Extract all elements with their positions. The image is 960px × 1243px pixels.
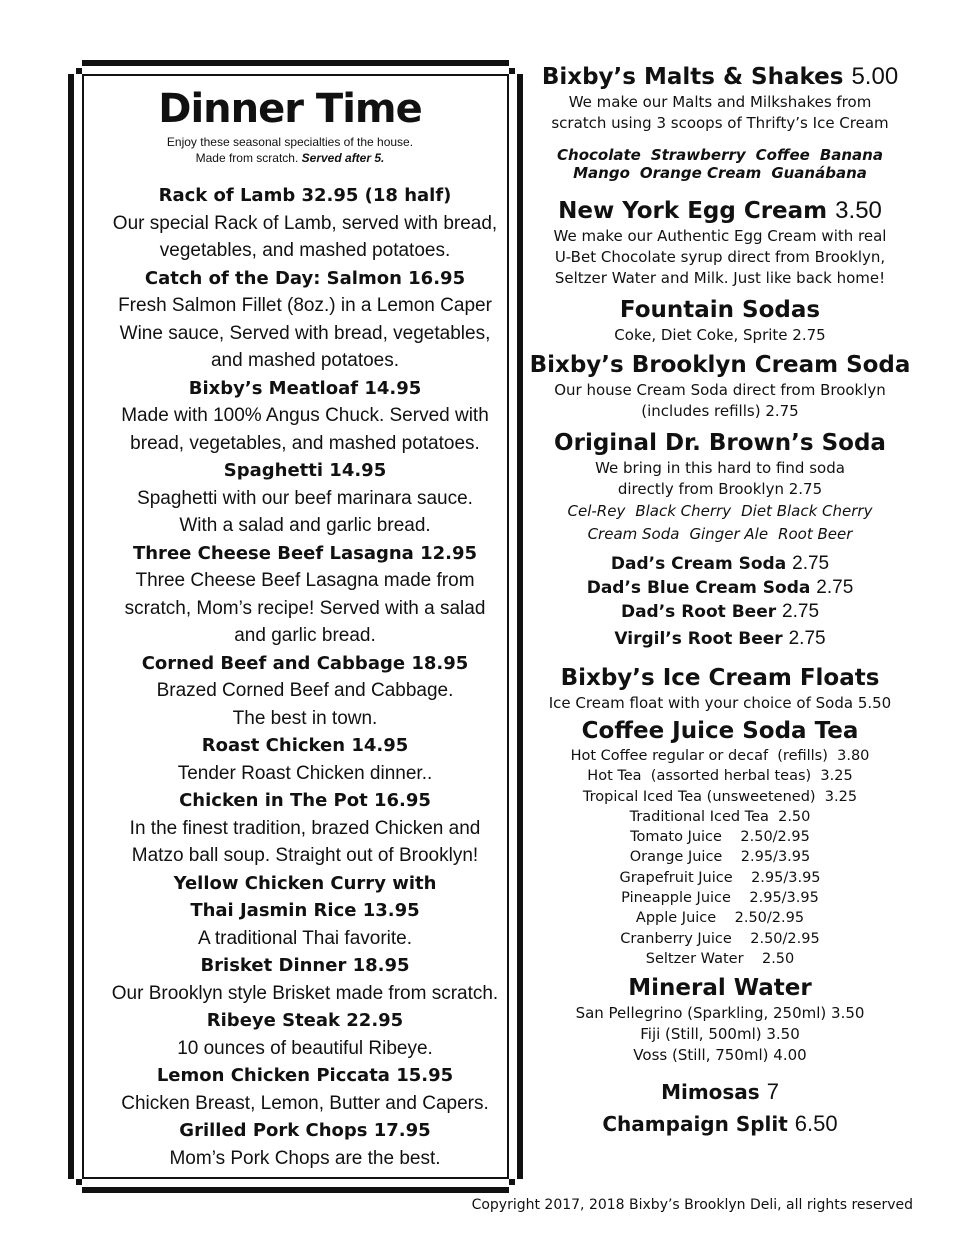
dish-description: Spaghetti with our beef marinara sauce. [137, 487, 473, 509]
dish-description: With a salad and garlic bread. [179, 515, 431, 536]
dads-item [528, 552, 912, 576]
drink-item: Hot Coffee regular or decaf (refills) 3.80 [570, 748, 870, 764]
dish-name: Bixby’s Meatloaf 14.95 [188, 377, 422, 399]
dish-description: and garlic bread. [234, 625, 376, 646]
drink-item: Pineapple Juice 2.95/3.95 [621, 890, 819, 907]
flavor-item: Black Cherry [635, 502, 732, 520]
dish-description: Our special Rack of Lamb, served with bread, [112, 212, 498, 234]
dish-description: Fresh Salmon Fillet (8oz.) in a Lemon Caper [118, 295, 492, 316]
dish-description: 10 ounces of beautiful Ribeye. [177, 1037, 433, 1059]
flavor-item: Guanábana [771, 164, 867, 182]
dish-description: Matzo ball soup. Straight out of Brooklyn! [131, 845, 479, 866]
dish-description: The best in town. [232, 707, 378, 729]
floats-title: Bixby’s Ice Cream Floats [560, 665, 880, 691]
drinks-column [528, 62, 912, 1140]
dinner-dish-list [95, 182, 515, 1172]
dish-name: Brisket Dinner 18.95 [200, 955, 410, 976]
frame-corner-notch [509, 1179, 523, 1193]
dr-brown-desc: directly from Brooklyn 2.75 [617, 480, 823, 498]
dish-description: and mashed potatoes. [210, 350, 400, 371]
drink-item: Tropical Iced Tea (unsweetened) 3.25 [582, 788, 858, 805]
dish-name: Ribeye Steak 22.95 [206, 1010, 404, 1031]
dads-item-name: Dad’s Cream Soda [610, 554, 787, 574]
mineral-item: San Pellegrino (Sparkling, 250ml) 3.50 [575, 1004, 865, 1023]
malts-title [528, 62, 912, 92]
flavor-item: Strawberry [650, 146, 746, 164]
coffee-title: Coffee Juice Soda Tea [581, 718, 859, 744]
dr-brown-flavors-row1 [528, 500, 912, 523]
mineral-title: Mineral Water [628, 975, 812, 1002]
dads-item [528, 576, 912, 600]
dish-name: Catch of the Day: Salmon 16.95 [144, 267, 466, 289]
dads-item [528, 627, 912, 651]
dr-brown-desc: We bring in this hard to find soda [595, 459, 845, 477]
egg-cream-desc: Seltzer Water and Milk. Just like back home! [554, 269, 886, 287]
flavor-item: Diet Black Cherry [741, 502, 873, 520]
flavor-item: Coffee [755, 146, 810, 164]
dads-item-price: 2.75 [816, 577, 854, 598]
coffee-list [528, 746, 912, 969]
cream-soda-desc: Our house Cream Soda direct from Brooklyn [554, 381, 886, 399]
flavor-item: Orange Cream [639, 164, 762, 182]
drink-item: Tomato Juice 2.50/2.95 [630, 829, 810, 846]
mineral-item: Voss (Still, 750ml) 4.00 [633, 1046, 807, 1065]
dish-name: Roast Chicken 14.95 [201, 735, 409, 756]
flavor-item: Cel-Rey [567, 502, 626, 520]
drink-item: Cranberry Juice 2.50/2.95 [620, 930, 820, 947]
dish-name: Spaghetti 14.95 [223, 460, 387, 481]
dads-item-name: Dad’s Root Beer [620, 602, 777, 622]
malts-desc-2: scratch using 3 scoops of Thrifty’s Ice Cream [551, 114, 889, 132]
drink-item: Hot Tea (assorted herbal teas) 3.25 [587, 768, 853, 785]
dish-description: In the finest tradition, brazed Chicken and [129, 817, 481, 839]
dinner-subtitle-served: Served after 5. [301, 151, 385, 165]
malts-desc-1: We make our Malts and Milkshakes from [568, 93, 872, 111]
dish-description: Wine sauce, Served with bread, vegetables, [119, 322, 491, 344]
dish-description: Brazed Corned Beef and Cabbage. [156, 680, 454, 701]
dads-item-price: 2.75 [788, 628, 826, 649]
mineral-item: Fiji (Still, 500ml) 3.50 [640, 1025, 800, 1044]
drink-item: Seltzer Water 2.50 [645, 950, 795, 967]
drink-item: Grapefruit Juice 2.95/3.95 [619, 869, 821, 886]
dish-name: Grilled Pork Chops 17.95 [179, 1120, 431, 1141]
dish-name: Corned Beef and Cabbage 18.95 [141, 652, 469, 674]
dish-name: Chicken in The Pot 16.95 [179, 790, 431, 811]
dish-description: scratch, Mom’s recipe! Served with a salad [124, 597, 486, 619]
fountain-title: Fountain Sodas [619, 297, 821, 323]
dinner-subtitle-made: Made from scratch. [195, 151, 299, 165]
flavor-item: Mango [573, 164, 630, 182]
flavor-item: Chocolate [557, 146, 641, 164]
egg-cream-price: 3.50 [835, 197, 882, 224]
flavor-item: Cream Soda [587, 525, 680, 543]
champagne-item [528, 1108, 912, 1140]
dads-item-name: Virgil’s Root Beer [614, 629, 783, 649]
copyright-notice: Copyright 2017, 2018 Bixby’s Brooklyn Deli, all rights reserved [471, 1197, 913, 1213]
dish-description: Tender Roast Chicken dinner.. [177, 762, 433, 784]
dish-name: Three Cheese Beef Lasagna 12.95 [132, 542, 478, 564]
drink-item: Apple Juice 2.50/2.95 [635, 910, 805, 927]
frame-corner-notch [68, 60, 82, 74]
flavor-item: Root Beer [778, 525, 853, 543]
dinner-title: Dinner Time [158, 86, 422, 132]
frame-corner-notch [509, 60, 523, 74]
champagne-price: 6.50 [794, 1111, 838, 1137]
dinner-subtitle-line2 [140, 150, 440, 166]
cream-soda-desc: (includes refills) 2.75 [641, 402, 799, 420]
mimosas-name: Mimosas [661, 1080, 760, 1105]
mimosas-item [528, 1076, 912, 1108]
flavor-item: Banana [819, 146, 883, 164]
dads-item [528, 600, 912, 624]
cream-soda-title: Bixby’s Brooklyn Cream Soda [529, 352, 911, 378]
dads-item-price: 2.75 [792, 553, 830, 574]
malts-flavors-row2 [528, 164, 912, 182]
floats-desc: Ice Cream float with your choice of Soda 5.50 [548, 694, 892, 712]
dish-description: Three Cheese Beef Lasagna made from [135, 570, 475, 591]
dish-description: Our Brooklyn style Brisket made from scratch. [111, 982, 499, 1004]
dish-name: Yellow Chicken Curry with [173, 872, 437, 894]
dish-description: bread, vegetables, and mashed potatoes. [130, 432, 480, 454]
malts-price: 5.00 [851, 63, 899, 90]
dish-name: Rack of Lamb 32.95 (18 half) [158, 185, 452, 206]
egg-cream-desc: We make our Authentic Egg Cream with real [553, 227, 887, 245]
dish-description: Chicken Breast, Lemon, Butter and Capers. [121, 1092, 489, 1114]
egg-cream-desc: U-Bet Chocolate syrup direct from Brooklyn, [554, 248, 886, 266]
flavor-item: Ginger Ale [689, 525, 769, 543]
dish-name: Thai Jasmin Rice 13.95 [190, 900, 420, 921]
egg-cream-title [528, 196, 912, 226]
dinner-subtitle-line1: Enjoy these seasonal specialties of the house. [166, 135, 414, 149]
dish-description: vegetables, and mashed potatoes. [159, 240, 451, 261]
dr-brown-title: Original Dr. Brown’s Soda [554, 430, 886, 456]
frame-corner-notch [68, 1179, 82, 1193]
dish-description: A traditional Thai favorite. [197, 927, 413, 949]
malts-flavors-row1 [528, 146, 912, 164]
dinner-subtitle [140, 134, 440, 166]
egg-cream-title-text: New York Egg Cream [558, 198, 828, 224]
dr-brown-flavors-row2 [528, 523, 912, 546]
champagne-name: Champaign Split [602, 1112, 788, 1137]
drink-item: Traditional Iced Tea 2.50 [629, 808, 811, 825]
mimosas-price: 7 [766, 1079, 779, 1105]
drink-item: Orange Juice 2.95/3.95 [629, 849, 811, 866]
dish-description: Made with 100% Angus Chuck. Served with [121, 405, 489, 426]
dish-description: Mom’s Pork Chops are the best. [169, 1147, 441, 1169]
dish-name: Lemon Chicken Piccata 15.95 [156, 1065, 454, 1086]
dads-item-price: 2.75 [782, 601, 820, 622]
fountain-desc: Coke, Diet Coke, Sprite 2.75 [614, 326, 826, 344]
malts-title-text: Bixby’s Malts & Shakes [541, 64, 844, 90]
dads-item-name: Dad’s Blue Cream Soda [586, 578, 811, 598]
